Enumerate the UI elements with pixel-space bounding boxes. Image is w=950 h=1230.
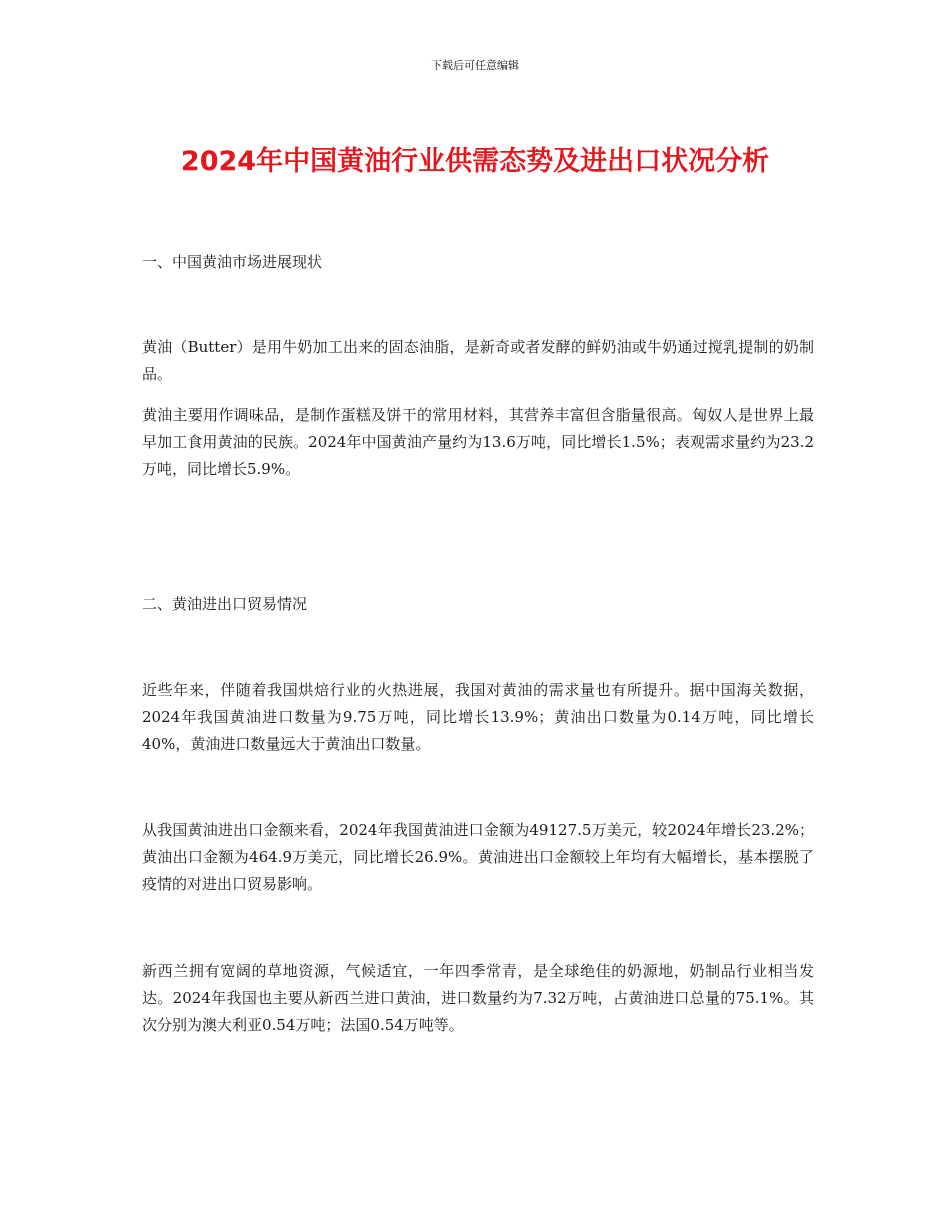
section-2-paragraph-3: 新西兰拥有宽阔的草地资源，气候适宜，一年四季常青，是全球绝佳的奶源地，奶制品行业相当发达。2024年我国也主要从新西兰进口黄油，进口数量约为7.32万吨，占黄油进口总量的75.1%。其次分别为澳大利亚0.54万吨；法国0.54万吨等。 [142,962,814,1034]
header-note: 下载后可任意编辑 [431,59,519,72]
section-heading-1: 一、中国黄油市场进展现状 [142,253,323,271]
section-1-paragraph-1: 黄油（Butter）是用牛奶加工出来的固态油脂，是新奇或者发酵的鲜奶油或牛奶通过搅乳提制的奶制品。 [142,338,814,383]
document-title: 2024年中国黄油行业供需态势及进出口状况分析 [180,146,770,177]
section-2-paragraph-1: 近些年来，伴随着我国烘焙行业的火热进展，我国对黄油的需求量也有所提升。据中国海关数据，2024年我国黄油进口数量为9.75万吨，同比增长13.9%；黄油出口数量为0.14万吨，同比增长40%，黄油进口数量远大于黄油出口数量。 [142,681,814,753]
section-1-paragraph-2: 黄油主要用作调味品，是制作蛋糕及饼干的常用材料，其营养丰富但含脂量很高。匈奴人是世界上最早加工食用黄油的民族。2024年中国黄油产量约为13.6万吨，同比增长1.5%；表观需求量约为23.2万吨，同比增长5.9%。 [142,406,814,478]
section-heading-2: 二、黄油进出口贸易情况 [142,595,308,613]
section-2-paragraph-2: 从我国黄油进出口金额来看，2024年我国黄油进口金额为49127.5万美元，较2024年增长23.2%；黄油出口金额为464.9万美元，同比增长26.9%。黄油进出口金额较上年均有大幅增长，基本摆脱了疫情的对进出口贸易影响。 [142,821,814,893]
